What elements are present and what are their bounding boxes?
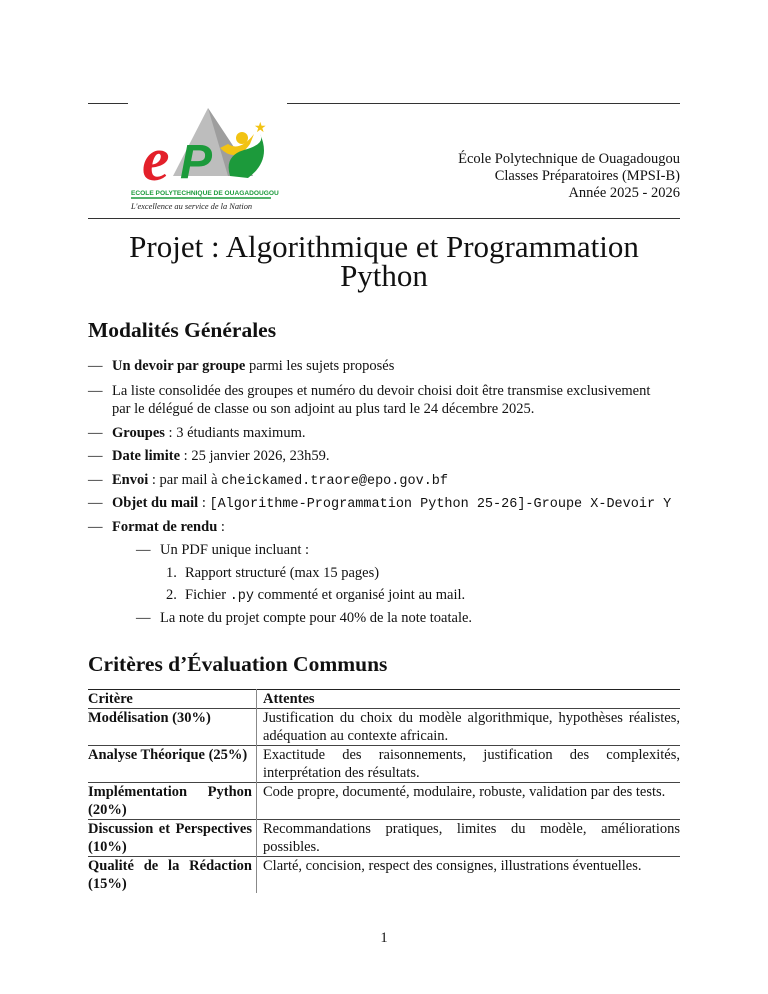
- table-row: [88, 857, 680, 894]
- expectation-cell: Justification du choix du modèle algorithmique, hypothèses réalistes, adéquation au contexte africain.: [257, 709, 681, 746]
- item-text: :: [217, 519, 225, 535]
- table-row: [88, 783, 680, 820]
- column-header-attentes: Attentes: [257, 690, 681, 709]
- list-item-text: par le délégué de classe ou son adjoint au plus tard le 24 décembre 2025.: [112, 401, 535, 417]
- dash: —: [88, 519, 103, 535]
- bold-text: Envoi: [112, 472, 149, 488]
- criterion-cell: Analyse Théorique (25%): [88, 746, 257, 783]
- dash: —: [88, 448, 103, 464]
- bold-text: Date limite: [112, 448, 181, 464]
- enum-text: Rapport structuré (max 15 pages): [185, 565, 380, 581]
- section-heading-modalites: Modalités Générales: [88, 318, 277, 342]
- bold-text: Groupes: [112, 425, 165, 441]
- criterion-cell: Modélisation (30%): [88, 709, 257, 746]
- school-name: École Polytechnique de Ouagadougou: [458, 151, 680, 167]
- class-name: Classes Préparatoires (MPSI-B): [494, 168, 680, 184]
- svg-text:L'excellence au service de la: L'excellence au service de la Nation: [131, 202, 253, 211]
- list-item-text: [112, 357, 394, 375]
- item-text: : 3 étudiants maximum.: [164, 425, 306, 441]
- document-title-line2: Python: [340, 258, 428, 293]
- enum-number: 1.: [166, 565, 177, 581]
- table-row: [88, 709, 680, 746]
- criterion-cell: Discussion et Perspectives (10%): [88, 820, 257, 857]
- column-header-critere: Critère: [88, 690, 257, 709]
- header-rule-left: [88, 103, 128, 104]
- svg-text:P: P: [180, 136, 213, 189]
- item-text: : 25 janvier 2026, 23h59.: [180, 448, 330, 464]
- bold-text: Objet du mail: [112, 495, 199, 511]
- file-extension: .py: [229, 589, 255, 604]
- svg-text:ECOLE POLYTECHNIQUE DE OUAGADO: ECOLE POLYTECHNIQUE DE OUAGADOUGOU: [131, 190, 279, 197]
- header-rule-bottom: [88, 218, 680, 219]
- sub-item-text: La note du projet compte pour 40% de la note toatale.: [160, 610, 473, 626]
- list-item-text: La liste consolidée des groupes et numéro du devoir choisi doit être transmise exclusivement: [112, 383, 651, 399]
- evaluation-criteria-table: [88, 689, 680, 893]
- academic-year: Année 2025 - 2026: [568, 185, 680, 201]
- table-row: [88, 746, 680, 783]
- list-item-text: [112, 471, 448, 491]
- list-item-text: [112, 447, 329, 465]
- page-number: 1: [380, 930, 388, 946]
- criterion-cell: Implémentation Python (20%): [88, 783, 257, 820]
- expectation-cell: Exactitude des raisonnements, justification des complexités, interprétation des résultats.: [257, 746, 681, 783]
- enum-number: 2.: [166, 587, 177, 603]
- table-row: [88, 820, 680, 857]
- table-header-row: [88, 690, 680, 709]
- dash: —: [88, 358, 103, 374]
- item-text: parmi les sujets proposés: [245, 358, 395, 374]
- dash: —: [88, 472, 103, 488]
- email-address: cheickamed.traore@epo.gov.bf: [221, 474, 448, 489]
- section-heading-criteres: Critères d’Évaluation Communs: [88, 652, 388, 676]
- dash: —: [136, 610, 151, 626]
- list-item-text: [112, 518, 225, 536]
- criterion-cell: Qualité de la Rédaction (15%): [88, 857, 257, 894]
- document-title-line1: Projet : Algorithmique et Programmation: [129, 229, 639, 264]
- svg-text:e: e: [142, 126, 170, 194]
- item-text: Fichier: [185, 587, 230, 603]
- svg-text:★: ★: [254, 121, 267, 136]
- list-item-text: [112, 424, 305, 442]
- dash: —: [88, 383, 103, 399]
- item-text: :: [198, 495, 210, 511]
- item-text: : par mail à: [148, 472, 222, 488]
- header-rule-right: [287, 103, 680, 104]
- sub-item-text: Un PDF unique incluant :: [160, 542, 310, 558]
- epo-logo: [128, 104, 286, 216]
- enum-text: [185, 586, 465, 606]
- item-text: commenté et organisé joint au mail.: [254, 587, 466, 603]
- bold-text: Format de rendu: [112, 519, 218, 535]
- dash: —: [136, 542, 151, 558]
- expectation-cell: Recommandations pratiques, limites du modèle, améliorations possibles.: [257, 820, 681, 857]
- dash: —: [88, 495, 103, 511]
- list-item: [88, 357, 103, 375]
- bold-text: Un devoir par groupe: [112, 358, 246, 374]
- dash: —: [88, 425, 103, 441]
- list-item-text: [112, 494, 671, 514]
- expectation-cell: Clarté, concision, respect des consignes, illustrations éventuelles.: [257, 857, 681, 894]
- mail-subject: [Algorithme-Programmation Python 25-26]-Groupe X-Devoir Y: [209, 497, 672, 512]
- expectation-cell: Code propre, documenté, modulaire, robuste, validation par des tests.: [257, 783, 681, 820]
